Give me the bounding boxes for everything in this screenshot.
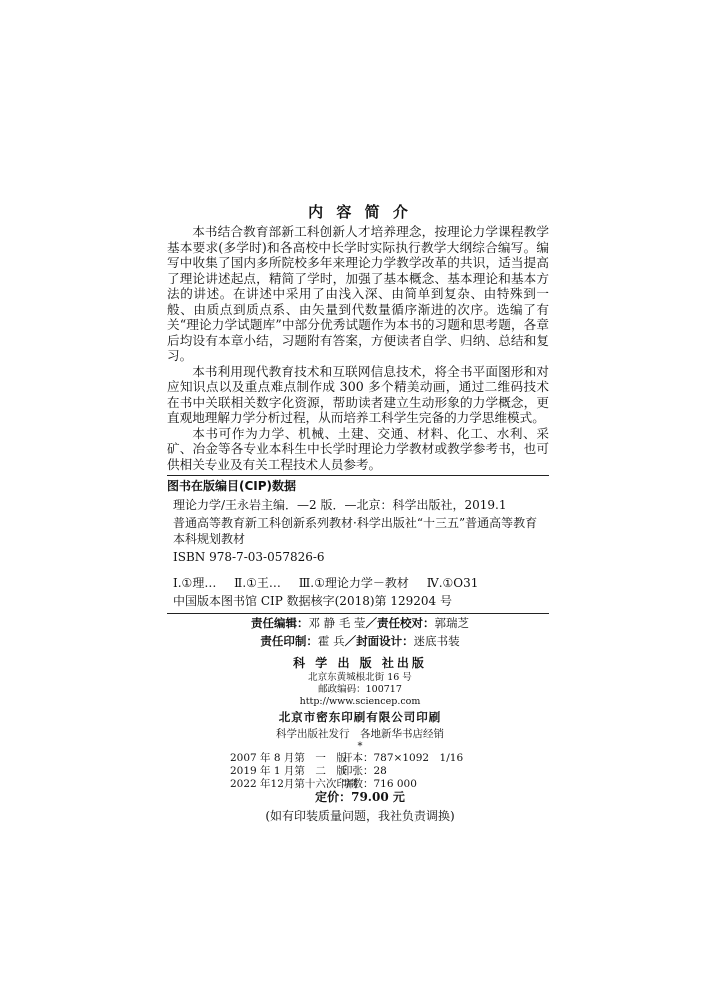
edition-date-3: 2022 年12月第十六次印刷 (230, 778, 358, 790)
distribution-line: 科学出版社发行 各地新华书店经销 (276, 728, 444, 740)
cip-class-3: Ⅲ.①理论力学－教材 (298, 576, 409, 590)
credits (0, 614, 720, 650)
edition-row-2 (230, 765, 463, 778)
cip-class-4: Ⅳ.①O31 (426, 576, 479, 590)
price: 定价：79.00 元 (315, 790, 405, 804)
printer-line: 北京市密东印刷有限公司印刷 (278, 710, 442, 724)
publisher-address: 北京东黄城根北街 16 号 (308, 672, 412, 683)
cover-designer: 迷底书装 (413, 634, 460, 648)
proofreader-name: 郭瑞芝 (434, 616, 469, 630)
cip-class-2: Ⅱ.①王… (234, 576, 281, 590)
edition-spec-1: 开本：787×1092 1/16 (342, 752, 464, 764)
publisher-name: 科 学 出 版 社 (293, 656, 397, 670)
publisher-postcode: 邮政编码：100717 (318, 684, 402, 695)
edition-date-2: 2019 年 1 月第 二 版 (230, 765, 347, 777)
cip-block (167, 475, 549, 614)
cip-class-1: Ⅰ.①理… (173, 576, 217, 590)
edition-row-1 (230, 752, 463, 765)
edition-date-1: 2007 年 8 月第 一 版 (230, 752, 347, 764)
intro-paragraph-3: 本书可作为力学、机械、土建、交通、材料、化工、水利、采矿、冶金等各专业本科生中长学时理论力学教材或教学参考书，也可供相关专业及有关工程技术人员参考。 (167, 425, 549, 472)
publisher-line (0, 654, 720, 672)
proofreader-label: ／责任校对： (365, 616, 435, 630)
separator-star: * (357, 741, 363, 752)
intro-text (167, 224, 549, 472)
cip-record: 中国版本图书馆 CIP 数据核字(2018)第 129204 号 (173, 594, 452, 608)
credits-row-1 (0, 614, 720, 632)
publisher-suffix: 出版 (396, 656, 427, 670)
cip-series-line: 普通高等教育新工科创新系列教材·科学出版社“十三五”普通高等教育本科规划教材 (173, 516, 538, 546)
intro-title: 内 容 简 介 (308, 203, 412, 221)
editor-label: 责任编辑： (251, 616, 309, 630)
cip-title-line: 理论力学/王永岩主编．—2 版．—北京：科学出版社，2019.1 (173, 498, 507, 512)
cip-isbn: ISBN 978-7-03-057826-6 (173, 550, 325, 564)
edition-table (230, 752, 463, 791)
quality-note: (如有印装质量问题，我社负责调换) (265, 809, 455, 823)
print-manager-name: 霍 兵 (317, 634, 345, 648)
publisher-url: http://www.sciencep.com (299, 696, 421, 707)
credits-row-2 (0, 632, 720, 650)
edition-spec-2: 印张：28 (342, 765, 387, 777)
editor-names: 邓 静 毛 莹 (308, 616, 366, 630)
edition-spec-3: 字数：716 000 (342, 778, 417, 790)
cover-design-label: ／封面设计： (344, 634, 414, 648)
cip-classification (167, 575, 549, 591)
print-manager-label: 责任印制： (260, 634, 318, 648)
cip-heading: 图书在版编目(CIP)数据 (167, 479, 297, 493)
publisher-block (0, 654, 720, 752)
intro-paragraph-2: 本书利用现代教育技术和互联网信息技术，将全书平面图形和对应知识点以及重点难点制作成 300 多个精美动画，通过二维码技术在书中关联相关数字化资源，帮助读者建立生动形象的力学概念，更直观地理解力学分析过程，从而培养工科学生完备的力学思维模式。 (167, 363, 549, 425)
intro-paragraph-1: 本书结合教育部新工科创新人才培养理念，按理论力学课程教学基本要求(多学时)和各高校中长学时实际执行教学大纲综合编写。编写中收集了国内多所院校多年来理论力学教学改革的共识，适当提高了理论讲述起点，精简了学时，加强了基本概念、基本理论和基本方法的讲述。在讲述中采用了由浅入深、由简单到复杂、由特殊到一般、由质点到质点系、由矢量到代数量循序渐进的次序。选编了有关“理论力学试题库”中部分优秀试题作为本书的习题和思考题，各章后均设有本章小结，习题附有答案，方便读者自学、归纳、总结和复习。 (167, 224, 549, 363)
